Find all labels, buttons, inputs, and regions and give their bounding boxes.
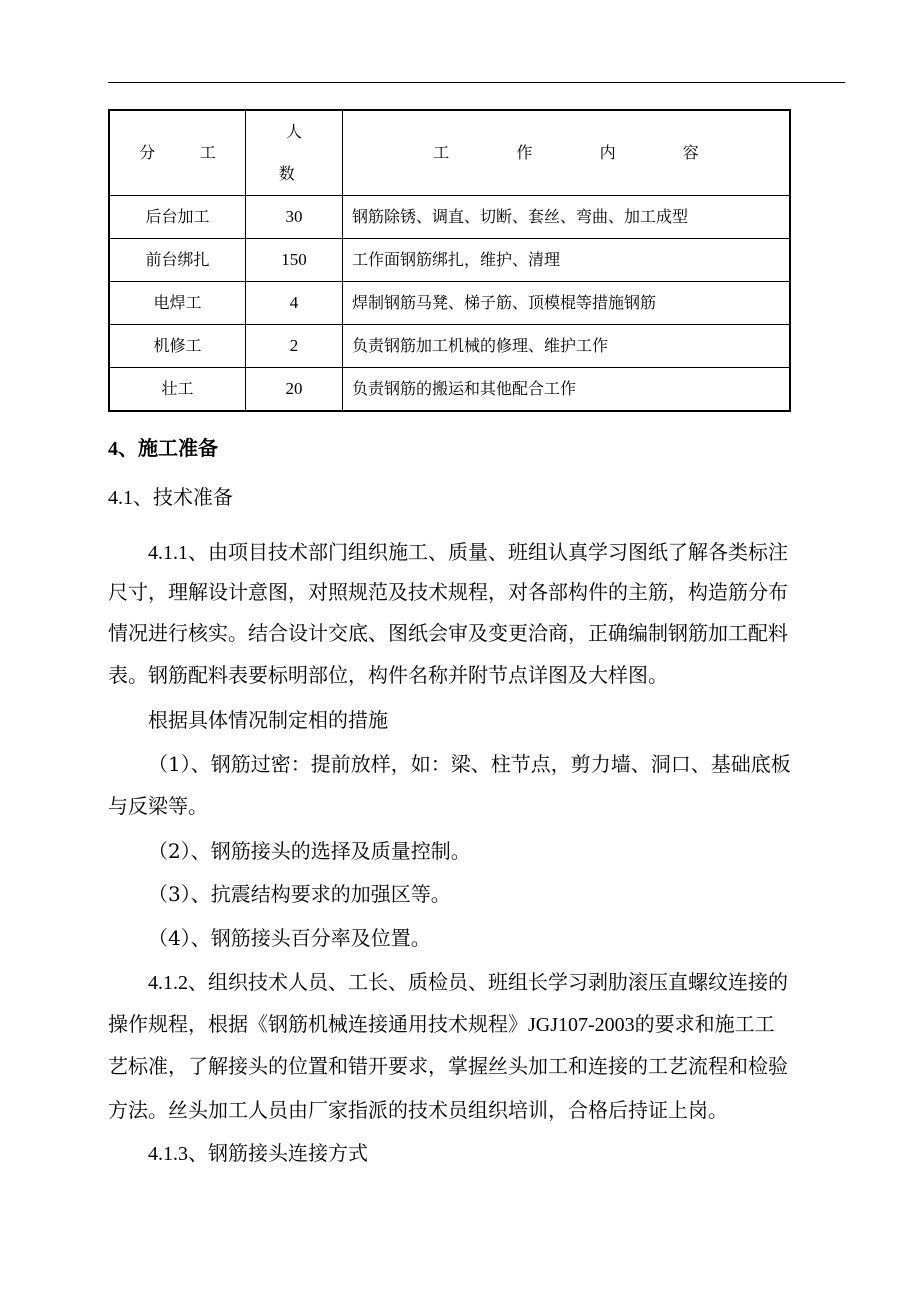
work-cell: 负责钢筋加工机械的修理、维护工作 (343, 325, 791, 368)
header-role: 分 工 (109, 110, 246, 196)
subsection-text: 、技术准备 (133, 485, 233, 509)
section-heading-text: 、施工准备 (118, 436, 218, 460)
section-heading (108, 436, 218, 461)
paragraph-411-text: 、由项目技术部门组织施工、质量、班组认真学习图纸了解各类标注 (188, 540, 788, 564)
measure-item-1-line-2: 与反梁等。 (108, 794, 208, 818)
paragraph-412-line-2 (108, 1012, 775, 1037)
paragraph-413 (148, 1141, 368, 1166)
paragraph-413-number: 4.1.3 (148, 1143, 188, 1165)
role-cell: 机修工 (109, 325, 246, 368)
paragraph-412-text-a: 操作规程，根据《钢筋机械连接通用技术规程》 (108, 1012, 528, 1036)
work-cell: 焊制钢筋马凳、梯子筋、顶模棍等措施钢筋 (343, 282, 791, 325)
paragraph-412-text: 、组织技术人员、工长、质检员、班组长学习剥肋滚压直螺纹连接的 (188, 970, 788, 994)
paragraph-412-text-c: 的要求和施工工 (634, 1012, 775, 1036)
measure-item-1-line-1: （1）、钢筋过密：提前放样，如：梁、柱节点，剪力墙、洞口、基础底板 (148, 752, 791, 776)
role-cell: 后台加工 (109, 196, 246, 239)
work-cell: 负责钢筋的搬运和其他配合工作 (343, 368, 791, 412)
paragraph-411-line-4: 表。钢筋配料表要标明部位，构件名称并附节点详图及大样图。 (108, 663, 668, 687)
header-rule (108, 82, 845, 83)
count-cell: 20 (246, 368, 343, 412)
paragraph-411-line-1 (148, 540, 788, 565)
table-row (109, 196, 790, 239)
work-cell: 钢筋除锈、调直、切断、套丝、弯曲、加工成型 (343, 196, 791, 239)
table-row (109, 282, 790, 325)
paragraph-412-line-3: 艺标准，了解接头的位置和错开要求，掌握丝头加工和连接的工艺流程和检验 (108, 1054, 788, 1078)
header-count: 人 数 (246, 110, 343, 196)
paragraph-411-line-3: 情况进行核实。结合设计交底、图纸会审及变更洽商，正确编制钢筋加工配料 (108, 621, 788, 645)
count-cell: 4 (246, 282, 343, 325)
table-row (109, 368, 790, 412)
table-header-row (109, 110, 790, 196)
paragraph-412-number: 4.1.2 (148, 972, 188, 994)
table-row (109, 325, 790, 368)
section-heading-number: 4 (108, 438, 118, 460)
role-cell: 电焊工 (109, 282, 246, 325)
paragraph-412-line-4: 方法。丝头加工人员由厂家指派的技术员组织培训，合格后持证上岗。 (108, 1098, 728, 1122)
count-cell: 30 (246, 196, 343, 239)
count-cell: 150 (246, 239, 343, 282)
header-work: 工 作 内 容 (343, 110, 791, 196)
work-cell: 工作面钢筋绑扎，维护、清理 (343, 239, 791, 282)
table-row (109, 239, 790, 282)
role-cell: 壮工 (109, 368, 246, 412)
standard-code: JGJ107-2003 (528, 1014, 635, 1036)
measure-item-3: （3）、抗震结构要求的加强区等。 (148, 882, 451, 906)
paragraph-413-text: 、钢筋接头连接方式 (188, 1141, 368, 1165)
subsection-heading (108, 485, 233, 510)
count-cell: 2 (246, 325, 343, 368)
subsection-number: 4.1 (108, 487, 133, 509)
measure-item-2: （2）、钢筋接头的选择及质量控制。 (148, 839, 471, 863)
measure-item-4: （4）、钢筋接头百分率及位置。 (148, 926, 431, 950)
paragraph-411-number: 4.1.1 (148, 542, 188, 564)
paragraph-411-line-2: 尺寸，理解设计意图，对照规范及技术规程，对各部构件的主筋，构造筋分布 (108, 580, 788, 604)
staffing-table (108, 109, 791, 412)
measures-intro: 根据具体情况制定相的措施 (148, 708, 388, 732)
role-cell: 前台绑扎 (109, 239, 246, 282)
paragraph-412-line-1 (148, 970, 788, 995)
